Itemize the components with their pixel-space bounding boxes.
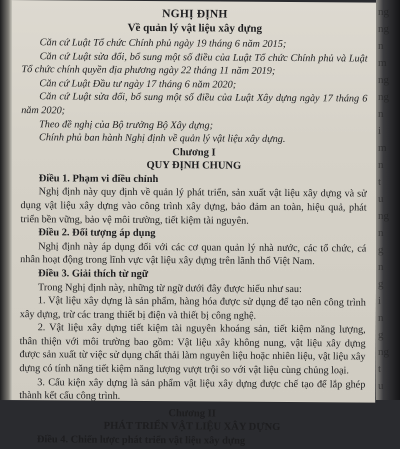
next-page-fragments — [378, 4, 394, 395]
citation-1: Căn cứ Luật Tổ chức Chính phủ ngày 19 tháng 6 năm 2015; — [39, 37, 287, 50]
next-page-fragment: n — [378, 227, 384, 239]
article-3-heading: Điều 3. Giải thích từ ngữ — [38, 268, 149, 280]
next-page-fragment: g — [378, 244, 384, 256]
next-page-fragment: n — [378, 40, 384, 52]
next-page-fragment: ng — [378, 346, 389, 358]
next-page-fragment: g — [378, 329, 384, 341]
next-page-fragment: u — [378, 193, 384, 205]
next-page-fragment: g — [378, 278, 384, 290]
article-2-heading: Điều 2. Đối tượng áp dụng — [38, 227, 156, 240]
next-page-fragment: i — [378, 125, 382, 137]
next-page-fragment: n — [378, 312, 384, 324]
article-2-text: Nghị định này áp dụng đối với các cơ quan quản lý nhà nước, các tổ chức, cá nhân hoạt động trong lĩnh vực vật liệu xây dựng trên lãnh thổ Việt Nam. — [20, 240, 367, 268]
next-page-fragment: ng — [378, 91, 389, 103]
next-page-fragment: m — [378, 142, 387, 154]
document-title: NGHỊ ĐỊNH — [162, 8, 228, 21]
next-page-fragment: n — [378, 159, 384, 171]
citation-2: Căn cứ Luật sửa đổi, bổ sung một số điều của Luật Tổ chức Chính phủ và Luật Tổ chức chính quyền địa phương ngày 22 tháng 11 năm 2019; — [21, 50, 368, 78]
citation-5: Theo đề nghị của Bộ trưởng Bộ Xây dựng; — [39, 118, 214, 132]
article-4-heading: Điều 4. Chiến lược phát triển vật liệu xây dựng — [36, 434, 246, 447]
next-page-fragment: ng — [378, 6, 389, 18]
chapter-2-name: PHÁT TRIỂN VẬT LIỆU XÂY DỰNG — [103, 420, 281, 433]
next-page-fragment: n — [378, 108, 384, 120]
article-3-item-3: 3. Cấu kiện xây dựng là sản phẩm vật liệu xây dựng được chế tạo để lắp ghép thành kết cấu công trình. — [19, 376, 366, 403]
chapter-1-name: QUY ĐỊNH CHUNG — [146, 159, 242, 172]
next-page-fragment: ng — [378, 74, 389, 86]
next-page-fragment: m — [378, 57, 387, 69]
citation-3: Căn cứ Luật Đầu tư ngày 17 tháng 6 năm 2020; — [39, 78, 237, 91]
article-3-item-1: 1. Vật liệu xây dựng là sản phẩm, hàng hóa được sử dụng để tạo nên công trình xây dựng, trừ các trang thiết bị điện và thiết bị công nghệ. — [19, 295, 366, 322]
chapter-2-label: Chương II — [168, 407, 216, 420]
next-page-fragment: t — [378, 363, 382, 375]
next-page-fragment: ng — [378, 23, 389, 35]
citation-4: Căn cứ Luật sửa đổi, bổ sung một số điều của Luật Xây dựng ngày 17 tháng 6 năm 2020; — [21, 91, 368, 117]
document-page — [3, 0, 378, 447]
document-subtitle: Về quản lý vật liệu xây dựng — [127, 21, 263, 35]
next-page-fragment: n — [378, 261, 384, 273]
citation-6: Chính phủ ban hành Nghị định về quản lý vật liệu xây dựng. — [38, 132, 286, 146]
next-page-fragment: ng — [378, 210, 389, 222]
next-page-fragment: t — [378, 176, 382, 188]
article-1-text: Nghị định này quy định về quản lý phát triển, sản xuất vật liệu xây dựng và sử dụng vật liệu xây dựng vào công trình xây dựng, bảo đảm an toàn, hiệu quả, phát triển bền vững, bảo vệ môi trường, tiết kiệm tài nguyên. — [20, 186, 367, 227]
article-1-heading: Điều 1. Phạm vi điều chỉnh — [38, 172, 159, 185]
book-spine-shadow — [0, 0, 12, 400]
article-3-intro: Trong Nghị định này, những từ ngữ dưới đây được hiểu như sau: — [37, 281, 302, 295]
next-page-fragment: i — [378, 295, 382, 307]
chapter-1-label: Chương I — [172, 146, 216, 159]
next-page-fragment: u — [378, 380, 384, 392]
next-page-edge — [376, 0, 400, 400]
article-3-item-2: 2. Vật liệu xây dựng tiết kiệm tài nguyên khoáng sản, tiết kiệm năng lượng, thân thiện với môi trường bao gồm: Vật liệu xây không nung, vật liệu xây dựng được sản xuất từ việc sử dụng chất thải làm nguyên liệu hoặc nhiên liệu, vật liệu xây dựng có tính năng tiết kiệm năng lượng vượt trội so với vật liệu cùng chủng loại. — [19, 322, 366, 377]
